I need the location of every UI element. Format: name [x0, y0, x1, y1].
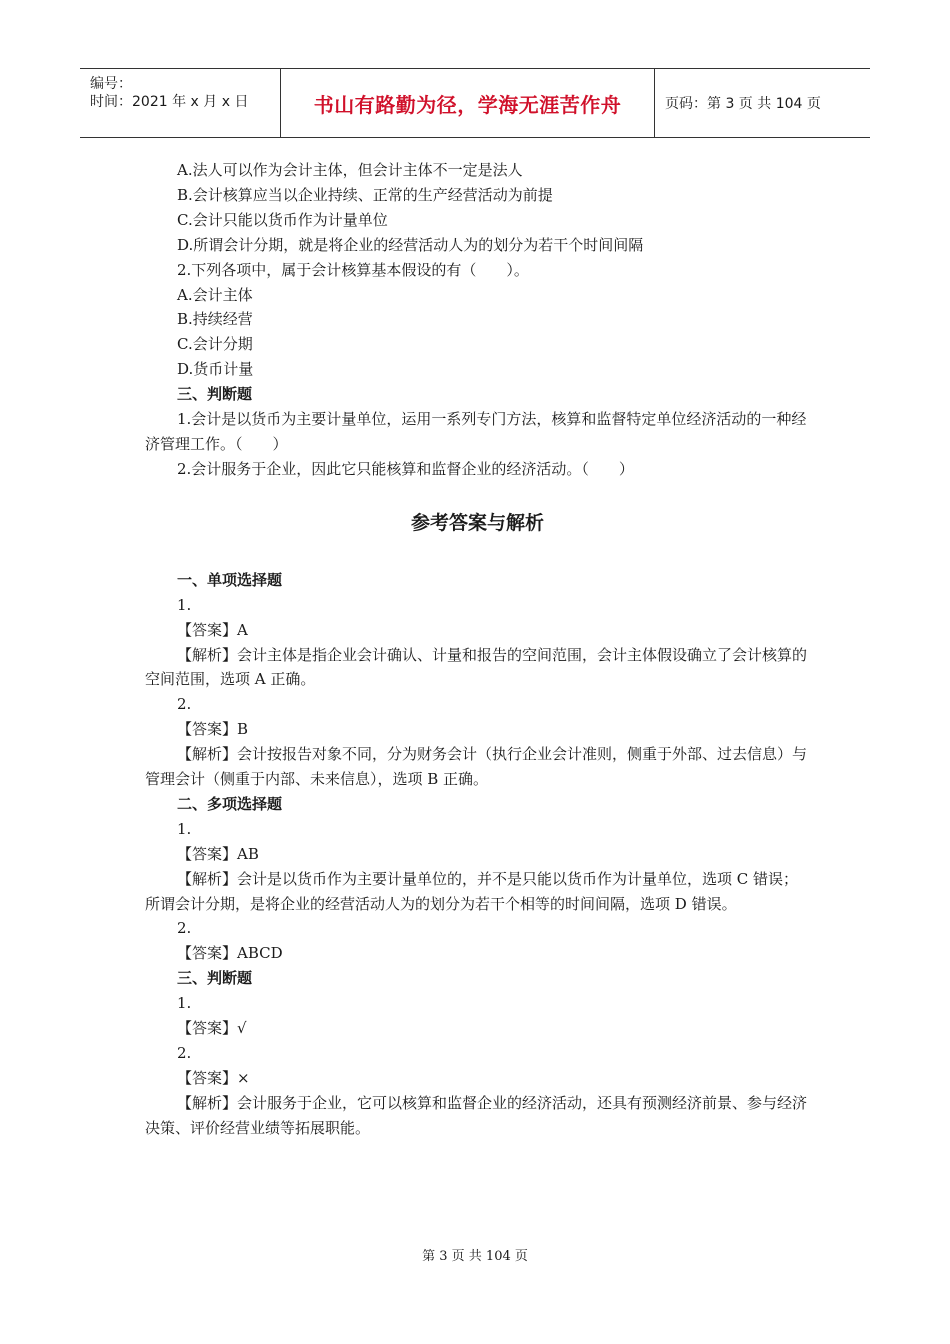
- document-body: [145, 158, 810, 1141]
- answer-key: 【答案】AB: [177, 844, 259, 863]
- header-page-cell: [655, 69, 870, 137]
- option-b-q2: B.持续经营: [177, 310, 253, 329]
- answer-explanation: 【解析】会计按报告对象不同，分为财务会计（执行企业会计准则，侧重于外部、过去信息）与管理会计（侧重于内部、未来信息），选项 B 正确。: [145, 745, 808, 789]
- option-b-q1: B.会计核算应当以企业持续、正常的生产经营活动为前提: [177, 185, 553, 204]
- judgment-question-1: 1.会计是以货币为主要计量单位，运用一系列专门方法，核算和监督特定单位经济活动的一种经济管理工作。（ ）: [145, 410, 807, 453]
- answers-title: 参考答案与解析: [410, 511, 544, 534]
- header-motto: 书山有路勤为径，学海无涯苦作舟: [313, 92, 622, 117]
- answer-number: 2.: [177, 919, 192, 938]
- option-d-q1: D.所谓会计分期，就是将企业的经营活动人为的划分为若干个时间间隔: [177, 235, 644, 254]
- answer-key: 【答案】×: [177, 1068, 250, 1087]
- question-2: 2.下列各项中，属于会计核算基本假设的有（ ）。: [177, 260, 529, 279]
- answers-section-judgment: 三、判断题: [177, 969, 253, 988]
- option-a-q2: A.会计主体: [177, 285, 253, 304]
- header-motto-cell: [281, 69, 655, 137]
- document-number-label: 编号：: [90, 76, 132, 92]
- answer-number: 1.: [177, 595, 192, 614]
- document-date-label: 时间：2021 年 x 月 x 日: [90, 94, 249, 110]
- section-heading-judgment: 三、判断题: [177, 385, 253, 404]
- option-d-q2: D.货币计量: [177, 360, 254, 379]
- option-c-q1: C.会计只能以货币作为计量单位: [177, 210, 388, 229]
- answer-key: 【答案】ABCD: [177, 944, 283, 963]
- answer-number: 1.: [177, 819, 192, 838]
- header-page-label: 页码：第 3 页 共 104 页: [665, 96, 821, 112]
- header-meta-cell: [80, 69, 281, 137]
- judgment-question-2: 2.会计服务于企业，因此它只能核算和监督企业的经济活动。（ ）: [177, 459, 634, 478]
- answer-explanation: 【解析】会计服务于企业，它可以核算和监督企业的经济活动，还具有预测经济前景、参与经济决策、评价经营业绩等拓展职能。: [145, 1093, 808, 1137]
- answer-number: 2.: [177, 1044, 192, 1062]
- option-a-q1: A.法人可以作为会计主体，但会计主体不一定是法人: [177, 161, 523, 179]
- answer-explanation: 【解析】会计主体是指企业会计确认、计量和报告的空间范围，会计主体假设确立了会计核算的空间范围，选项 A 正确。: [145, 645, 808, 689]
- answer-explanation: 【解析】会计是以货币作为主要计量单位的，并不是只能以货币作为计量单位，选项 C 错误；所谓会计分期，是将企业的经营活动人为的划分为若干个相等的时间间隔，选项 D 错误。: [145, 869, 799, 913]
- option-c-q2: C.会计分期: [177, 335, 253, 354]
- answer-key: 【答案】√: [177, 1019, 247, 1038]
- answers-section-single: 一、单项选择题: [177, 570, 283, 589]
- answers-section-multiple: 二、多项选择题: [177, 794, 283, 813]
- answer-number: 2.: [177, 695, 192, 714]
- answer-number: 1.: [177, 994, 192, 1013]
- page-footer: 第 3 页 共 104 页: [422, 1249, 528, 1264]
- page-header: [80, 68, 870, 138]
- answer-key: 【答案】B: [177, 720, 249, 739]
- answer-key: 【答案】A: [177, 620, 248, 639]
